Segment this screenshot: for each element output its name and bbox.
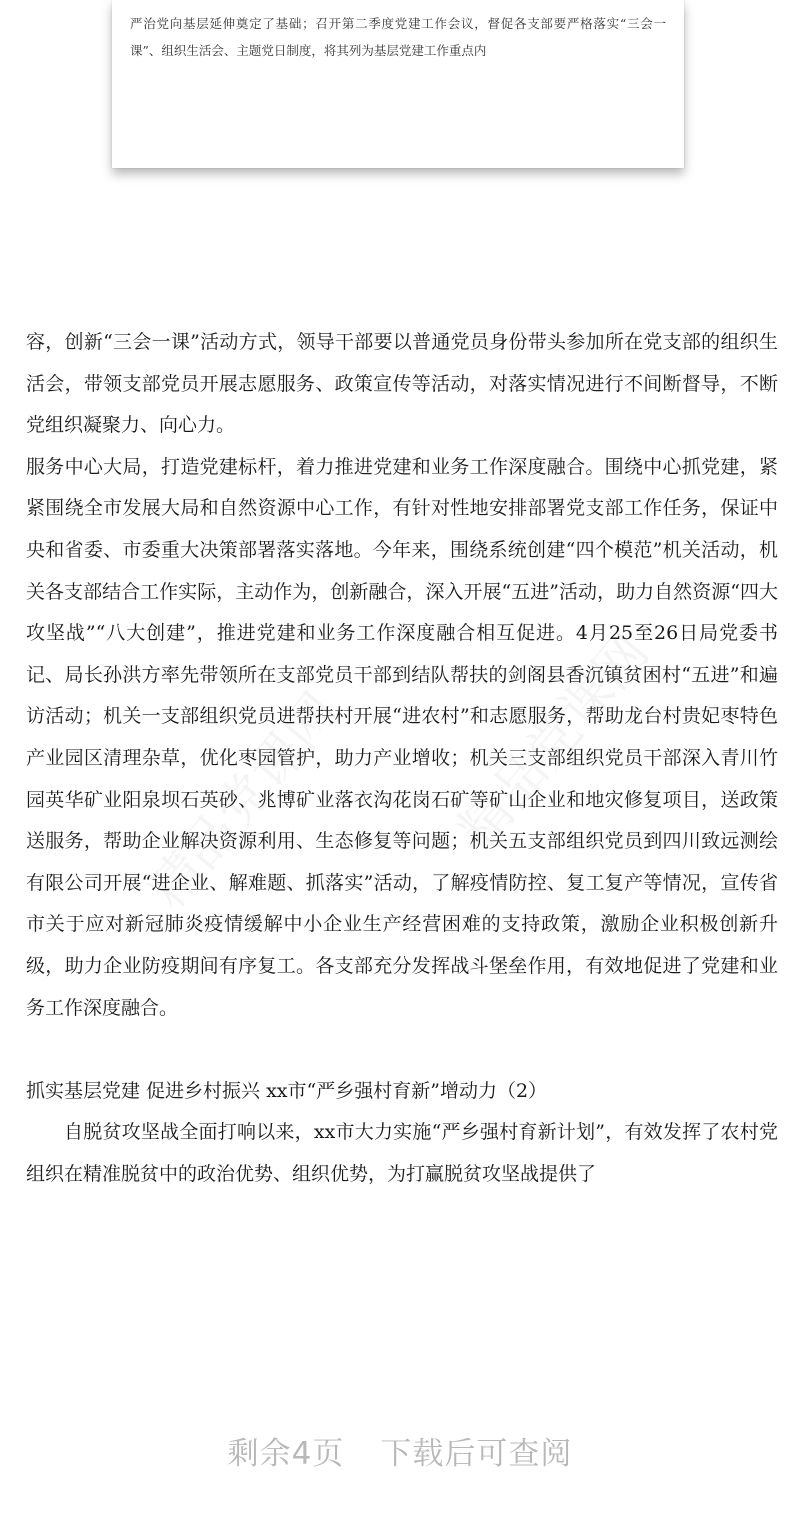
previous-page-card — [112, 0, 684, 168]
download-hint-label: 下载后可查阅 — [380, 1436, 573, 1472]
download-banner[interactable] — [0, 1428, 800, 1478]
paragraph-continuation: 容，创新“三会一课”活动方式，领导干部要以普通党员身份带头参加所在党支部的组织生活会，带领支部党员开展志愿服务、政策宣传等活动，对落实情况进行不间断督导，不断党组织凝聚力、向心力。 — [26, 331, 778, 437]
paragraph-spacer — [26, 1029, 778, 1071]
paragraph-party-building: 服务中心大局，打造党建标杆，着力推进党建和业务工作深度融合。围绕中心抓党建，紧紧围绕全市发展大局和自然资源中心工作，有针对性地安排部署党支部工作任务，保证中央和省委、市委重大决策部署落实落地。今年来，围绕系统创建“四个模范”机关活动，机关各支部结合工作实际，主动作为，创新融合，深入开展“五进”活动，助力自然资源“四大攻坚战”“八大创建”，推进党建和业务工作深度融合相互促进。4月25至26日局党委书记、局长孙洪方率先带领所在支部党员干部到结队帮扶的剑阁县香沉镇贫困村“五进”和遍访活动；机关一支部组织党员进帮扶村开展“进农村”和志愿服务，帮助龙台村贵妃枣特色产业园区清理杂草，优化枣园管护，助力产业增收；机关三支部组织党员干部深入青川竹园英华矿业阳泉坝石英砂、兆博矿业落衣沟花岗石矿等矿山企业和地灾修复项目，送政策送服务，帮助企业解决资源利用、生态修复等问题；机关五支部组织党员到四川致远测绘有限公司开展“进企业、解难题、抓落实”活动，了解疫情防控、复工复产等情况，宣传省市关于应对新冠肺炎疫情缓解中小企业生产经营困难的支持政策，激励企业积极创新升级，助力企业防疫期间有序复工。各支部充分发挥战斗堡垒作用，有效地促进了党建和业务工作深度融合。 — [26, 455, 778, 1019]
watermark-right: 精品党课网 — [447, 622, 661, 860]
paragraph-poverty: 自脱贫攻坚战全面打响以来，xx市大力实施“严乡强村育新计划”，有效发挥了农村党组织在精准脱贫中的政治优势、组织优势，为打赢脱贫攻坚战提供了 — [26, 1121, 778, 1185]
watermark-left: 精品党课网 — [137, 682, 351, 920]
document-body — [26, 322, 778, 1195]
article-title: 抓实基层党建 促进乡村振兴 xx市“严乡强村育新”增动力（2） — [26, 1079, 548, 1102]
remaining-pages-label: 剩余4页 — [227, 1436, 345, 1472]
previous-page-text: 严治党向基层延伸奠定了基础；召开第二季度党建工作会议，督促各支部要严格落实“三会一课”、组织生活会、主题党日制度，将其列为基层党建工作重点内 — [130, 16, 666, 58]
